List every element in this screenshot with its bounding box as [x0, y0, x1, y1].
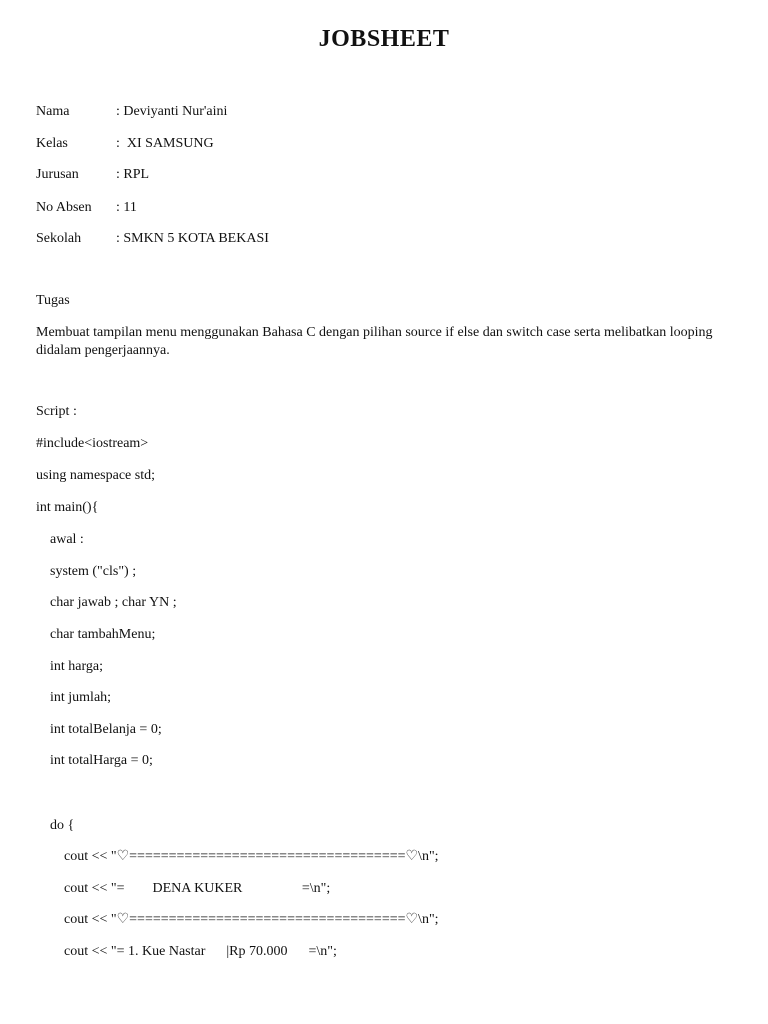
identity-row-nama [36, 103, 227, 121]
page-title: JOBSHEET [318, 26, 450, 52]
code-line: cout << "= 1. Kue Nastar |Rp 70.000 =\n"; [64, 944, 337, 959]
identity-row-kelas [36, 135, 214, 153]
script-label: Script : [36, 404, 77, 419]
identity-value: : Deviyanti Nur'aini [116, 104, 228, 119]
identity-value: : 11 [116, 200, 137, 215]
identity-value: : SMKN 5 KOTA BEKASI [116, 231, 269, 246]
code-line: int totalBelanja = 0; [50, 722, 162, 737]
identity-value: : RPL [116, 167, 150, 182]
task-heading: Tugas [36, 293, 70, 308]
identity-row-no-absen [36, 199, 137, 217]
code-line: do { [50, 818, 75, 833]
code-line: int main(){ [36, 500, 99, 515]
identity-label: Sekolah [36, 231, 82, 246]
identity-label: No Absen [36, 200, 92, 215]
code-line: using namespace std; [36, 468, 155, 483]
code-line: char tambahMenu; [50, 627, 156, 642]
identity-row-sekolah [36, 230, 269, 248]
code-line: int jumlah; [50, 690, 112, 705]
code-line: system ("cls") ; [50, 564, 137, 579]
code-line: char jawab ; char YN ; [50, 595, 177, 610]
identity-row-jurusan [36, 166, 149, 184]
code-line: int harga; [50, 659, 104, 674]
identity-value: : XI SAMSUNG [116, 136, 214, 151]
task-body: Membuat tampilan menu menggunakan Bahasa C dengan pilihan source if else dan switch case serta melibatkan looping didalam pengerjaannya. [36, 325, 713, 358]
code-line: cout << "♡===================================♡\n"; [64, 912, 439, 927]
code-line: int totalHarga = 0; [50, 753, 153, 768]
identity-label: Nama [36, 104, 70, 119]
code-line: cout << "= DENA KUKER =\n"; [64, 881, 331, 896]
identity-label: Kelas [36, 136, 68, 151]
identity-label: Jurusan [36, 167, 79, 182]
code-line: awal : [50, 532, 84, 547]
code-line: #include<iostream> [36, 436, 149, 451]
code-line: cout << "♡===================================♡\n"; [64, 849, 439, 864]
